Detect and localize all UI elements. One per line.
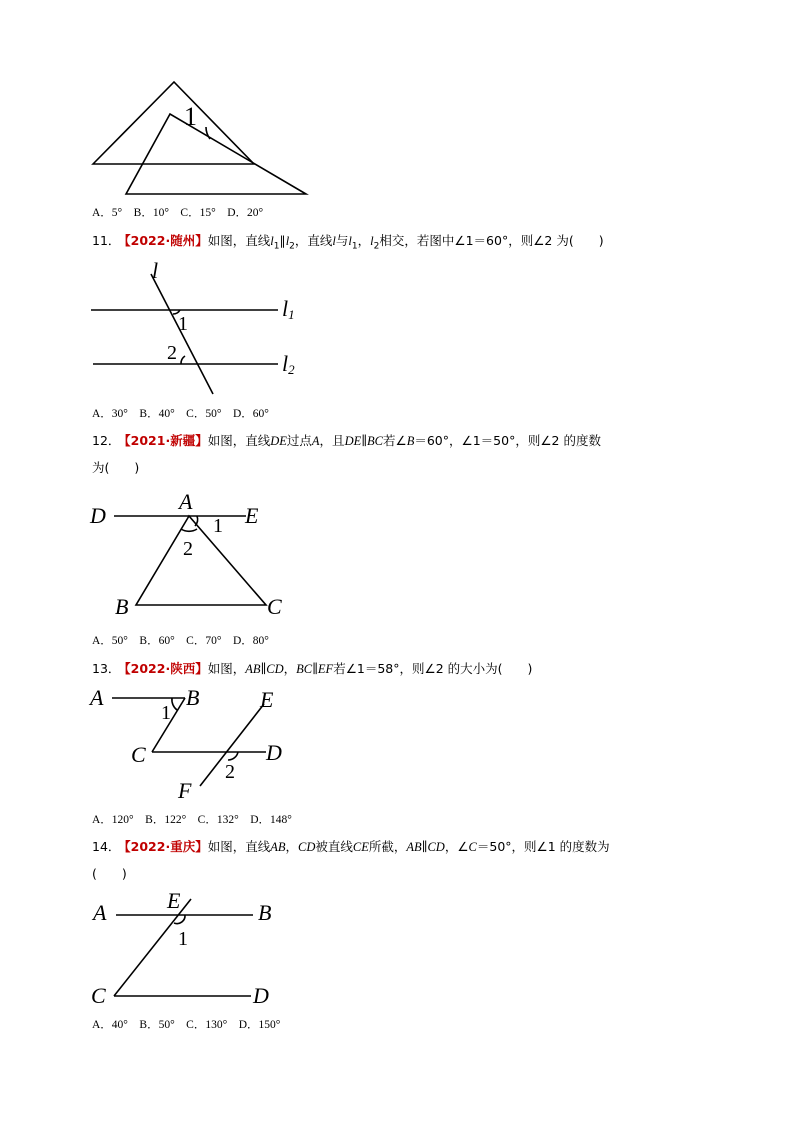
q13-label-B: B: [186, 685, 200, 710]
q13-label-A: A: [90, 685, 104, 710]
q13-angle2-label: 2: [225, 761, 235, 783]
q13-figure: [88, 682, 303, 807]
q14-label-C: C: [91, 983, 106, 1008]
q12-stem: 12． 【2021·新疆】如图，直线DE过点A，且DE∥BC若∠B＝60°，∠1＝50°，则∠2 的度数: [92, 433, 601, 448]
q11-stem: 11． 【2022·随州】如图，直线$l_1\parallel l_2$，直线l与$l_1$，$l_2$相交，若图中∠1＝60°，则∠2 为( ): [92, 233, 604, 252]
q11-angle2-arc: [181, 356, 185, 364]
q12-label-C: C: [267, 594, 282, 619]
q12-angle2-label: 2: [183, 538, 193, 560]
q11-number: 11．: [92, 233, 121, 248]
q12-label-E: E: [245, 503, 259, 528]
q12-angle1-label: 1: [213, 515, 223, 537]
q13-angle1-label: 1: [161, 702, 171, 724]
q14-figure: [88, 888, 288, 1013]
q12-figure: [88, 488, 298, 623]
q12-stem-line2: 为( ): [92, 460, 140, 475]
q13-source: 【2022·陕西】: [124, 661, 208, 676]
q13-angle2-arc: [228, 752, 238, 760]
q14-label-D: D: [253, 983, 269, 1008]
q11-label-l: l: [152, 258, 159, 283]
q10-triangle-upper: [93, 82, 254, 164]
q13-number: 13．: [92, 661, 121, 676]
q14-angle1-label: 1: [178, 928, 188, 950]
q13-angle1-arc: [172, 698, 177, 710]
q14-label-B: B: [258, 900, 272, 925]
q11-angle1-label: 1: [178, 313, 188, 335]
q10-angle-label: 1: [184, 102, 197, 131]
q12-label-A: A: [179, 489, 193, 514]
q14-stem-line2: ( ): [92, 866, 127, 881]
q12-label-B: B: [115, 594, 129, 619]
q14-stem: 14． 【2022·重庆】如图，直线AB，CD被直线CE所截，AB∥CD，∠C＝50°，则∠1 的度数为: [92, 839, 610, 854]
q14-label-A: A: [93, 900, 107, 925]
q10-figure: [88, 76, 313, 201]
q10-options: A．5° B．10° C．15° D．20°: [92, 207, 264, 219]
q12-angle2-arc: [181, 529, 197, 531]
q14-label-E: E: [167, 888, 181, 913]
q11-source: 【2022·随州】: [124, 233, 208, 248]
q11-options: A．30° B．40° C．50° D．60°: [92, 408, 269, 420]
q13-label-C: C: [131, 742, 146, 767]
q10-angle-arc: [206, 127, 210, 139]
q14-source: 【2022·重庆】: [124, 839, 208, 854]
q12-triangle-ABC: [136, 516, 266, 605]
q14-options: A．40° B．50° C．130° D．150°: [92, 1019, 281, 1031]
q14-number: 14．: [92, 839, 121, 854]
q13-label-E: E: [260, 687, 274, 712]
q11-label-l1: l1: [282, 296, 295, 322]
q13-label-F: F: [178, 778, 192, 803]
q11-figure: [88, 258, 318, 398]
q12-label-D: D: [90, 503, 106, 528]
q12-number: 12．: [92, 433, 121, 448]
q13-stem: 13． 【2022·陕西】如图，AB∥CD，BC∥EF若∠1＝58°，则∠2 的大小为( ): [92, 661, 533, 676]
q11-label-l2: l2: [282, 351, 295, 377]
q13-label-D: D: [266, 740, 282, 765]
q11-angle2-label: 2: [167, 342, 177, 364]
q12-options: A．50° B．60° C．70° D．80°: [92, 635, 269, 647]
q13-options: A．120° B．122° C．132° D．148°: [92, 814, 292, 826]
q12-source: 【2021·新疆】: [124, 433, 208, 448]
